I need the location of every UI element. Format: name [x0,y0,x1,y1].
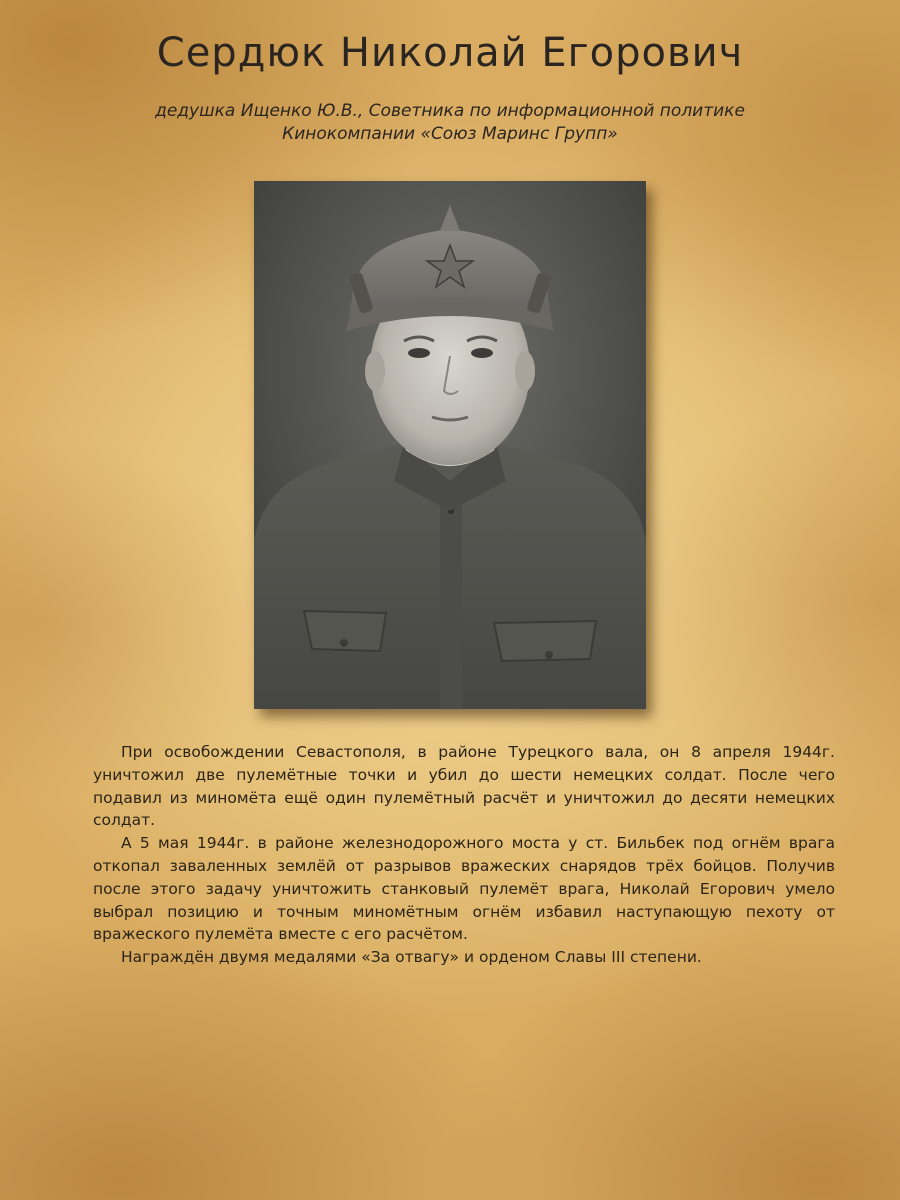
biography-paragraph-1: При освобождении Севастополя, в районе Турецкого вала, он 8 апреля 1944г. уничтожил две пулемётные точки и убил до шести немецких солдат. После чего подавил из миномёта ещё один пулемётный расчёт и уничтожил до десяти немецких солдат. [93,743,835,830]
biography-paragraph-2: А 5 мая 1944г. в районе железнодорожного моста у ст. Бильбек под огнём врага откопал заваленных землёй от разрывов вражеских снарядов трёх бойцов. Получив после этого задачу уничтожить станковый пулемёт врага, Николай Егорович умело выбрал позицию и точным миномётным огнём избавил наступающую пехоту от вражеского пулемёта вместе с его расчётом. [93,834,835,944]
page-subtitle [0,100,900,146]
subtitle-line-1: дедушка Ищенко Ю.В., Советника по информационной политике [155,101,745,121]
portrait-illustration [254,181,646,709]
portrait-photo [254,181,646,709]
subtitle-line-2: Кинокомпании «Союз Маринс Групп» [282,124,618,144]
biography-paragraph-3: Награждён двумя медалями «За отвагу» и орденом Славы III степени. [121,948,702,967]
page-title: Сердюк Николай Егорович [156,30,744,76]
biography-text [93,741,835,969]
